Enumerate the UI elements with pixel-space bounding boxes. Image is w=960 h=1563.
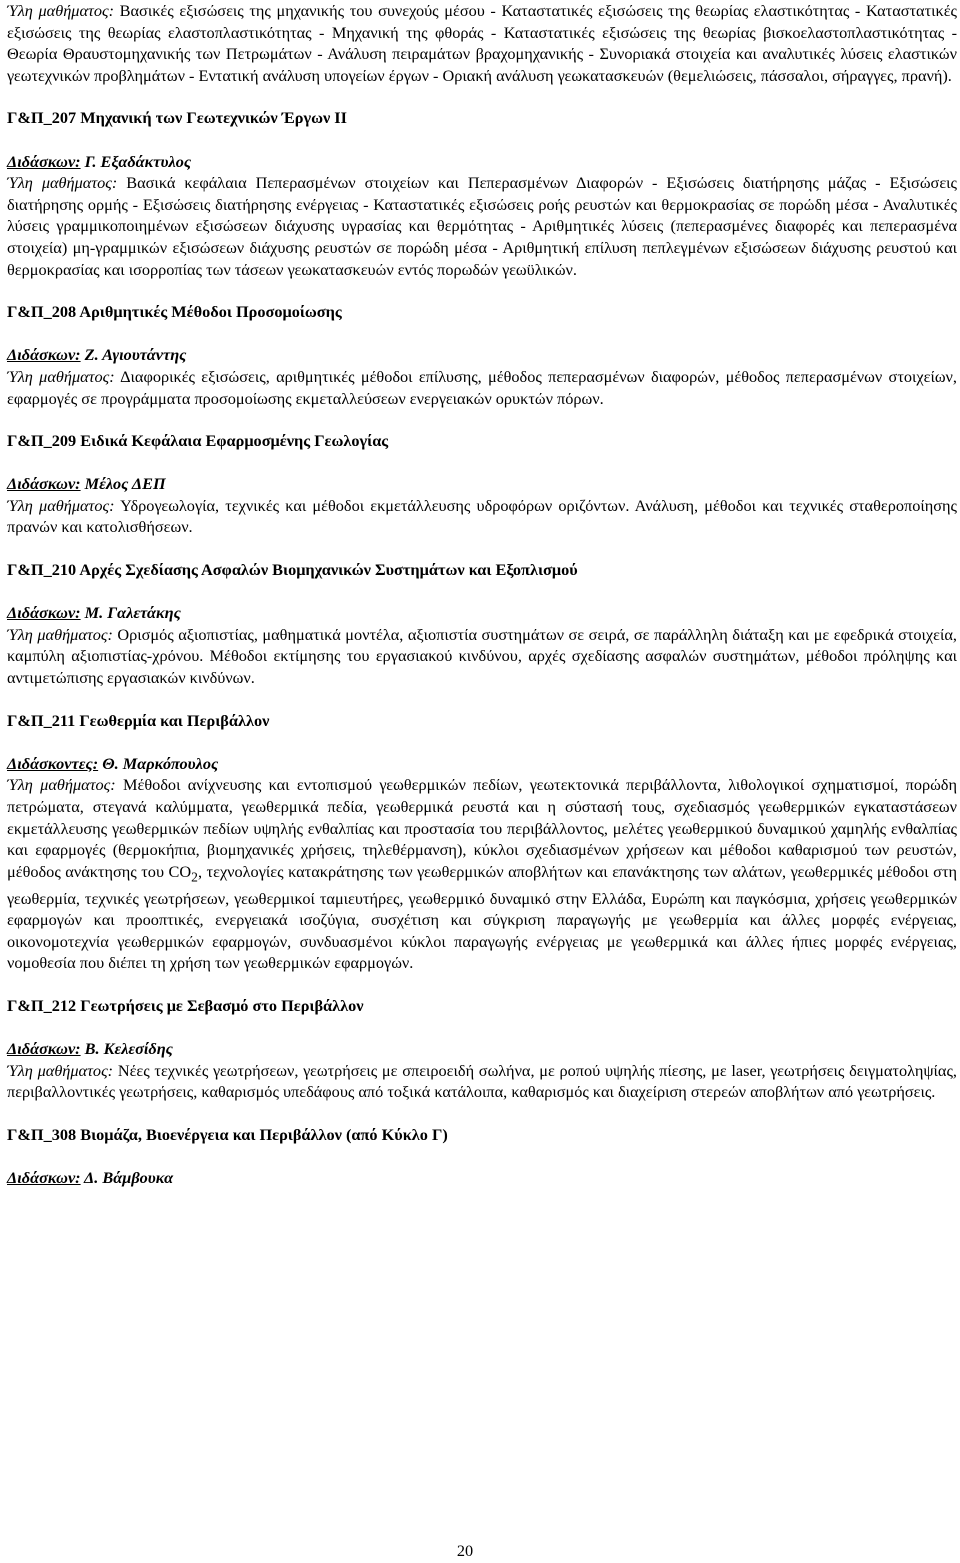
syllabus-label: Ύλη μαθήματος:: [7, 1060, 114, 1080]
course-section: [7, 995, 957, 1103]
course-section: [7, 301, 957, 409]
syllabus-text: Διαφορικές εξισώσεις, αριθμητικές μέθοδοι επίλυσης, μέθοδος πεπερασμένων διαφορών, μέθοδος πεπερασμένων στοιχείων, εφαρμογές σε προγράμματα προσομοίωσης εκμεταλλεύσεων ενεργειακών ορυκτών πόρων.: [7, 366, 957, 408]
course-syllabus: [7, 172, 957, 280]
syllabus-text-continued: , τεχνολογίες κατακράτησης των γεωθερμικών αποβλήτων και επανάκτησης των αλάτων, γεωθερμικές μέθοδοι στη γεωθερμία, τεχνικές γεωτρήσεων, γεωθερμικοί ταμιευτήρες, γεωθερμικό δυναμικό στην Ελλάδα, Ευρώπη και παγκόσμια, χρήσεις γεωθερμικών εφαρμογών και προοπτικές, ενεργειακά ισοζύγια, συσχέτιση και σύγκριση παραγωγής με γεωθερμία και άλλες μορφές ενέργειας, οικονομοτεχνία γεωθερμικών εφαρμογών, συνδυασμένοι κύκλοι παραγωγής ενέργειας με γεωθερμικά και άλλες ήπιες μορφές ενέργειας, νομοθεσία που διέπει τη χρήση των γεωθερμικών εφαρμογών.: [7, 861, 957, 973]
instructor-name: Ζ. Αγιουτάντης: [80, 345, 187, 365]
instructor-label: Διδάσκων:: [7, 603, 81, 623]
course-instructor: [7, 1038, 957, 1060]
instructor-label: Διδάσκων:: [7, 474, 81, 494]
intro-paragraph: [7, 0, 957, 86]
instructor-label: Διδάσκων:: [7, 151, 81, 171]
syllabus-label: Ύλη μαθήματος:: [7, 173, 118, 193]
instructor-name: Μέλος ΔΕΠ: [80, 474, 166, 494]
course-syllabus: [7, 366, 957, 409]
document-page: [7, 0, 957, 1189]
instructor-name: Γ. Εξαδάκτυλος: [80, 151, 192, 171]
syllabus-text: Μέθοδοι ανίχνευσης και εντοπισμού γεωθερμικών πεδίων, γεωτεκτονικά περιβάλλοντα, λιθολογικοί σχηματισμοί, πορώδη πετρώματα, στεγανά καλύμματα, γεωθερμικά πεδία, γεωθερμικά ρευστά και η σύστασή τους, σχεδιασμός γεωθερμικών εγκαταστάσεων εκμετάλλευσης γεωθερμικών πεδίων υψηλής ενθαλπίας και προστασία του περιβάλλοντος, μελέτες γεωθερμικού δυναμικού χαμηλής ενθαλπίας και εφαρμογές (θερμοκήπια, βιομηχανικές χρήσεις, τηλεθέρμανση), κύκλοι σχεδιασμένων χρήσεων και μέθοδοι καθαρισμού των ρευστών, μέθοδος ανάκτησης του CO: [7, 775, 957, 881]
instructor-name: Δ. Βάμβουκα: [80, 1168, 174, 1188]
course-instructor: [7, 473, 957, 495]
syllabus-label: Ύλη μαθήματος:: [7, 495, 115, 515]
instructor-label: Διδάσκων:: [7, 1168, 81, 1188]
syllabus-text: Βασικά κεφάλαια Πεπερασμένων στοιχείων και Πεπερασμένων Διαφορών - Εξισώσεις διατήρησης μάζας - Εξισώσεις διατήρησης ορμής - Εξισώσεις διατήρησης ενέργειας - Καταστατικές εξισώσεις ροής ρευστών και θερμοκρασίας σε πορώδη μέσα - Αναλυτικές λύσεις γραμμικοποιημένων εξισώσεων διάχυσης υγρασίας και θερμότητας - Αριθμητικές λύσεις (πεπερασμένες διαφορές και πεπερασμένα στοιχεία) μη-γραμμικών εξισώσεων διάχυσης ρευστών σε πορώδη μέσα - Αριθμητική επίλυση πεπλεγμένων εξισώσεων διάχυσης ρευστού και θερμοκρασίας και ισορροπίας των τάσεων γεωκατασκευών εντός πορωδών γεωϋλικών.: [7, 173, 957, 279]
course-section: [7, 710, 957, 974]
course-title: Γ&Π_211 Γεωθερμία και Περιβάλλον: [7, 710, 270, 730]
course-syllabus: [7, 774, 957, 974]
syllabus-label: Ύλη μαθήματος:: [7, 624, 113, 644]
instructor-label: Διδάσκοντες:: [7, 753, 99, 773]
course-instructor: [7, 344, 957, 366]
syllabus-text: Υδρογεωλογία, τεχνικές και μέθοδοι εκμετάλλευσης υδροφόρων οριζόντων. Ανάλυση, μέθοδοι και τεχνικές σταθεροποίησης πρανών και κατολισθήσεων.: [7, 495, 957, 537]
instructor-label: Διδάσκων:: [7, 1039, 81, 1059]
course-section: [7, 107, 957, 280]
syllabus-label: Ύλη μαθήματος:: [7, 366, 115, 386]
syllabus-label: Ύλη μαθήματος:: [7, 775, 116, 795]
course-instructor: [7, 1167, 957, 1189]
course-section: [7, 559, 957, 689]
course-section: [7, 430, 957, 538]
course-title: Γ&Π_210 Αρχές Σχεδίασης Ασφαλών Βιομηχανικών Συστημάτων και Εξοπλισμού: [7, 560, 578, 580]
course-syllabus: [7, 1060, 957, 1103]
syllabus-text: Ορισμός αξιοπιστίας, μαθηματικά μοντέλα, αξιοπιστία συστημάτων σε σειρά, σε παράλληλη διάταξη και με εφεδρικά στοιχεία, καμπύλη αξιοπιστίας-χρόνου. Μέθοδοι εκτίμησης του εργασιακού κινδύνου, αρχές σχεδίασης ασφαλών συστημάτων, μέθοδοι πρόληψης και αντιμετώπισης εργασιακών κινδύνων.: [7, 624, 957, 688]
course-syllabus: [7, 495, 957, 538]
instructor-name: Β. Κελεσίδης: [80, 1039, 173, 1059]
course-instructor: [7, 753, 957, 775]
course-title: Γ&Π_212 Γεωτρήσεις με Σεβασμό στο Περιβάλλον: [7, 996, 364, 1015]
subscript-two: 2: [191, 869, 198, 885]
course-title: Γ&Π_209 Ειδικά Κεφάλαια Εφαρμοσμένης Γεωλογίας: [7, 431, 389, 451]
instructor-label: Διδάσκων:: [7, 345, 81, 365]
course-instructor: [7, 151, 957, 173]
course-syllabus: [7, 624, 957, 689]
course-title: Γ&Π_208 Αριθμητικές Μέθοδοι Προσομοίωσης: [7, 302, 342, 322]
instructor-name: Θ. Μαρκόπουλος: [98, 753, 219, 773]
course-title: Γ&Π_207 Μηχανική των Γεωτεχνικών Έργων ΙΙ: [7, 108, 347, 128]
instructor-name: Μ. Γαλετάκης: [80, 603, 181, 623]
syllabus-text: Βασικές εξισώσεις της μηχανικής του συνεχούς μέσου - Καταστατικές εξισώσεις της θεωρίας ελαστικότητας - Καταστατικές εξισώσεις της θεωρίας ελαστοπλαστικότητας - Μηχανική της φθοράς - Καταστατικές εξισώσεις της θεωρίας βισκοελαστοπλαστικότητας - Θεωρία Θραυστομηχανικής των Πετρωμάτων - Ανάλυση πειραμάτων βραχομηχανικής - Συνοριακά στοιχεία και αναλυτικές λύσεις ελαστικών γεωτεχνικών προβλημάτων - Εντατική ανάλυση υπογείων έργων - Οριακή ανάλυση γεωκατασκευών (θεμελιώσεις, πάσσαλοι, σήραγγες, πρανή).: [7, 1, 958, 85]
syllabus-label: Ύλη μαθήματος:: [7, 1, 115, 20]
course-title: Γ&Π_308 Βιομάζα, Βιοενέργεια και Περιβάλλον (από Κύκλο Γ): [7, 1124, 448, 1144]
page-number: 20: [456, 1541, 474, 1560]
course-instructor: [7, 602, 957, 624]
syllabus-text: Νέες τεχνικές γεωτρήσεων, γεωτρήσεις με σπειροειδή σωλήνα, με ροπού υψηλής πίεσης, με laser, γεωτρήσεις δειγματοληψίας, περιβαλλοντικές γεωτρήσεις, καθαρισμός υπεδάφους από τοξικά κατάλοιπα, καθαρισμός και διαχείριση στερεών αποβλήτων από γεωτρήσεις.: [7, 1060, 957, 1102]
course-section: [7, 1124, 957, 1189]
